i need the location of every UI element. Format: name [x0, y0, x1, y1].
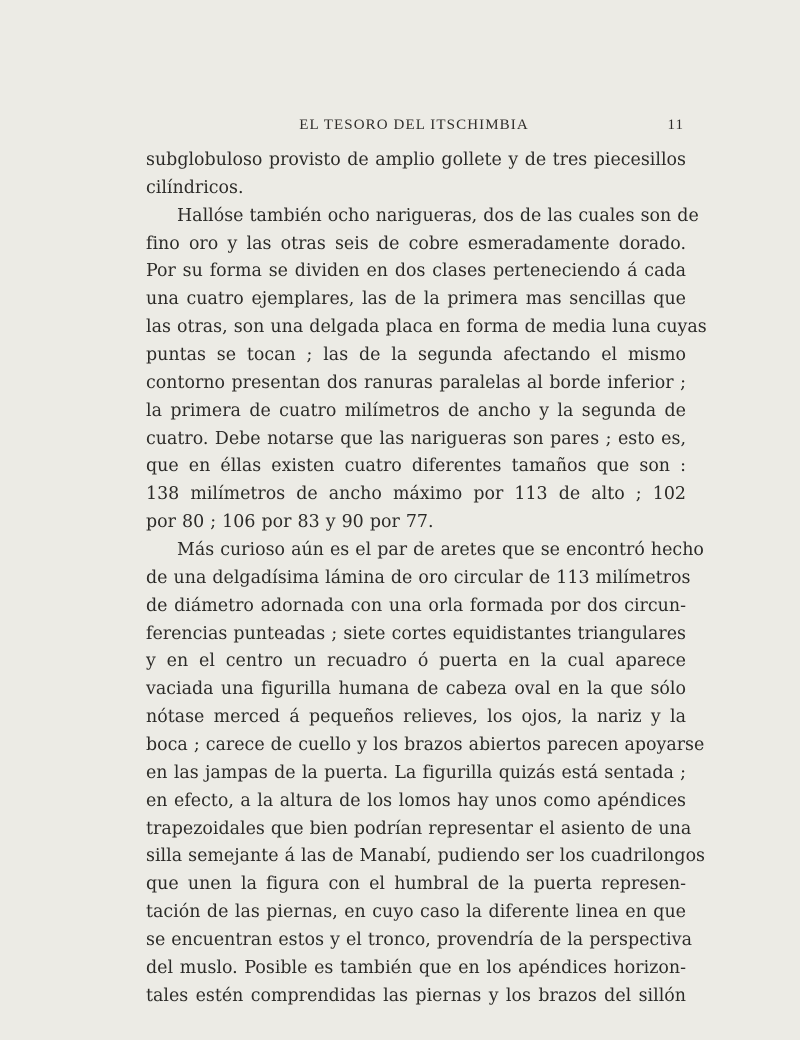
- text-line: ferencias punteadas ; siete cortes equidistantes triangulares: [146, 623, 686, 644]
- text-line: silla semejante á las de Manabí, pudiendo ser los cuadrilongos: [146, 846, 706, 867]
- text-line: en efecto, a la altura de los lomos hay unos como apéndices: [146, 790, 686, 811]
- text-line: se encuentran estos y el tronco, provendría de la perspectiva: [146, 930, 693, 951]
- text-line: 138 milímetros de ancho máximo por 113 de alto ; 102: [146, 484, 686, 505]
- page-number: 11: [667, 117, 684, 133]
- text-line: de diámetro adornada con una orla formada por dos circun-: [146, 595, 686, 616]
- text-line: tales estén comprendidas las piernas y los brazos del sillón: [146, 985, 686, 1006]
- text-line: trapezoidales que bien podrían representar el asiento de una: [146, 818, 692, 839]
- text-line: tación de las piernas, en cuyo caso la diferente linea en que: [146, 902, 686, 923]
- text-line: vaciada una figurilla humana de cabeza oval en la que sólo: [146, 679, 686, 700]
- text-line: contorno presentan dos ranuras paralelas al borde inferior ;: [146, 372, 686, 393]
- text-line: nótase merced á pequeños relieves, los ojos, la nariz y la: [146, 707, 686, 728]
- text-line: y en el centro un recuadro ó puerta en la cual aparece: [146, 651, 686, 672]
- text-line: del muslo. Posible es también que en los apéndices horizon-: [146, 957, 686, 978]
- text-line: en las jampas de la puerta. La figurilla quizás está sentada ;: [146, 762, 686, 783]
- text-line: puntas se tocan ; las de la segunda afectando el mismo: [146, 345, 686, 366]
- text-line: las otras, son una delgada placa en forma de media luna cuyas: [146, 317, 707, 338]
- text-line: boca ; carece de cuello y los brazos abiertos parecen apoyarse: [146, 735, 705, 756]
- text-line: la primera de cuatro milímetros de ancho y la segunda de: [146, 400, 686, 421]
- body-text: [146, 147, 707, 1011]
- text-line: fino oro y las otras seis de cobre esmeradamente dorado.: [146, 233, 686, 254]
- running-title: EL TESORO DEL ITSCHIMBIA: [299, 117, 529, 133]
- text-line: cuatro. Debe notarse que las narigueras son pares ; esto es,: [146, 428, 686, 449]
- text-line: Hallóse también ocho narigueras, dos de las cuales son de: [177, 205, 699, 226]
- text-line: Más curioso aún es el par de aretes que se encontró hecho: [177, 540, 704, 561]
- text-line: Por su forma se dividen en dos clases perteneciendo á cada: [146, 261, 686, 282]
- text-line: que en éllas existen cuatro diferentes tamaños que son :: [146, 456, 686, 477]
- text-line: subglobuloso provisto de amplio gollete y de tres piecesillos: [146, 150, 686, 170]
- text-line: cilíndricos.: [146, 177, 244, 198]
- running-head: [144, 117, 684, 139]
- text-line: una cuatro ejemplares, las de la primera mas sencillas que: [146, 289, 686, 310]
- text-line: de una delgadísima lámina de oro circular de 113 milímetros: [146, 567, 691, 588]
- text-line: que unen la figura con el humbral de la puerta represen-: [146, 874, 686, 895]
- text-line: por 80 ; 106 por 83 y 90 por 77.: [146, 512, 434, 533]
